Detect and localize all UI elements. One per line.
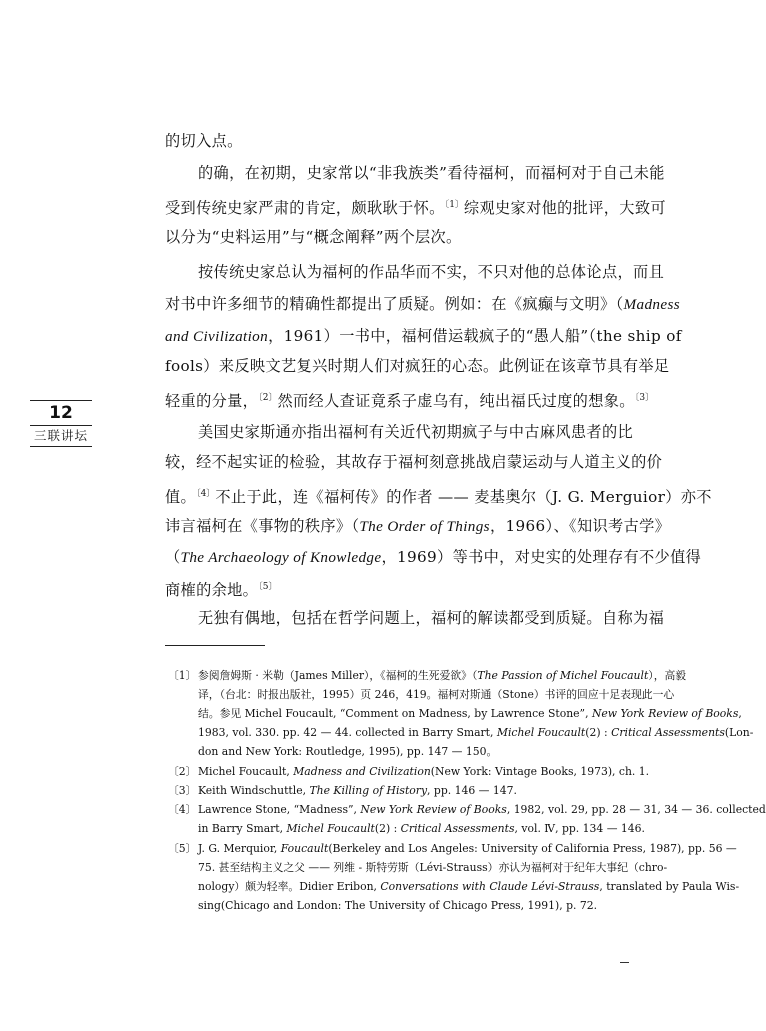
footnote-line: 结。参见 Michel Foucault, “Comment on Madness, by Lawrence Stone”, New York Review of Books, [198, 707, 742, 720]
footnote-line: 75. 甚至结构主义之父 —— 列维 - 斯特劳斯（Lévi-Strauss）亦认为福柯对于纪年大事纪（chro- [198, 861, 668, 874]
footnote-number: 〔3〕 [168, 784, 197, 797]
margin-rule-middle [30, 425, 92, 426]
body-line: 以分为“史料运用”与“概念阐释”两个层次。 [165, 228, 462, 246]
body-line: 的确，在初期，史家常以“非我族类”看待福柯，而福柯对于自己未能 [198, 164, 665, 182]
page-number: 12 [49, 403, 73, 423]
footnote-number: 〔5〕 [168, 842, 197, 855]
body-line: 值。$^{〔4〕}$不止于此，连《福柯传》的作者 —— 麦基奥尔（J. G. Merguior）亦不 [165, 488, 712, 506]
margin-rule-top [30, 400, 92, 401]
body-line: 轻重的分量，$^{〔2〕}$然而经人查证竟系子虚乌有，纯出福氏过度的想象。$^{〔3〕}$ [165, 392, 655, 410]
footnote-ref: 〔3〕 [634, 393, 655, 403]
footnote-line: 译，（台北：时报出版社，1995）页 246，419。福柯对斯通（Stone）书评的回应十足表现此一心 [198, 688, 675, 701]
body-line: fools）来反映文艺复兴时期人们对疯狂的心态。此例证在该章节具有举足 [165, 357, 670, 375]
scan-mark [620, 962, 629, 963]
footnote-line: nology）颇为轻率。Didier Eribon, Conversations with Claude Lévi-Strauss, translated by Paula Wis- [198, 880, 740, 893]
footnote-line: J. G. Merquior, Foucault(Berkeley and Los Angeles: University of California Press, 1987), pp. 56 — [198, 842, 737, 855]
footnote-ref: 〔4〕 [196, 489, 216, 499]
footnote-number: 〔2〕 [168, 765, 197, 778]
footnote-line: 1983, vol. 330. pp. 42 — 44. collected in Barry Smart, Michel Foucault(2) : Critical Assessments(Lon- [198, 726, 754, 739]
series-name: 三联讲坛 [33, 428, 88, 443]
body-line: 无独有偶地，包括在哲学问题上，福柯的解读都受到质疑。自称为福 [198, 609, 665, 627]
footnote-number: 〔1〕 [168, 669, 197, 682]
footnote-line: Keith Windschuttle, The Killing of History, pp. 146 — 147. [198, 784, 517, 797]
body-line: 较，经不起实证的检验，其故存于福柯刻意挑战启蒙运动与人道主义的价 [165, 453, 663, 471]
footnote-number: 〔4〕 [168, 803, 197, 816]
body-line: （The Archaeology of Knowledge，1969）等书中，对史实的处理存有不少值得 [165, 548, 702, 566]
body-line: 的切入点。 [165, 132, 243, 150]
footnote-line: in Barry Smart, Michel Foucault(2) : Critical Assessments, vol. Ⅳ, pp. 134 — 146. [198, 822, 645, 835]
footnote-separator [165, 645, 265, 646]
body-line: 讳言福柯在《事物的秩序》（The Order of Things，1966）、《知识考古学》 [165, 517, 671, 535]
body-line: 美国史家斯通亦指出福柯有关近代初期疯子与中古麻风患者的比 [198, 423, 634, 441]
footnote-line: don and New York: Routledge, 1995), pp. 147 — 150。 [198, 745, 498, 758]
footnote-ref: 〔1〕 [444, 200, 464, 210]
footnote-line: 参阅詹姆斯 · 米勒（James Miller），《福柯的生死爱欲》（The Passion of Michel Foucault），高毅 [198, 669, 687, 682]
body-line: 受到传统史家严肃的肯定，颇耿耿于怀。$^{〔1〕}$综观史家对他的批评，大致可 [165, 199, 666, 217]
body-line: 商榷的余地。$^{〔5〕}$ [165, 581, 278, 599]
margin-rule-bottom [30, 446, 92, 447]
body-line: 对书中许多细节的精确性都提出了质疑。例如：在《疯癫与文明》（Madness [165, 295, 680, 313]
body-line: and Civilization，1961）一书中，福柯借运载疯子的“愚人船”（the ship of [165, 327, 682, 345]
footnote-ref: 〔2〕 [258, 393, 278, 403]
footnote-line: sing(Chicago and London: The University of Chicago Press, 1991), p. 72. [198, 899, 598, 912]
footnote-line: Lawrence Stone, “Madness”, New York Review of Books, 1982, vol. 29, pp. 28 — 31, 34 — 36. collected [198, 803, 766, 816]
footnote-ref: 〔5〕 [258, 582, 278, 592]
footnote-line: Michel Foucault, Madness and Civilization(New York: Vintage Books, 1973), ch. 1. [198, 765, 650, 778]
body-line: 按传统史家总认为福柯的作品华而不实，不只对他的总体论点，而且 [198, 263, 665, 281]
